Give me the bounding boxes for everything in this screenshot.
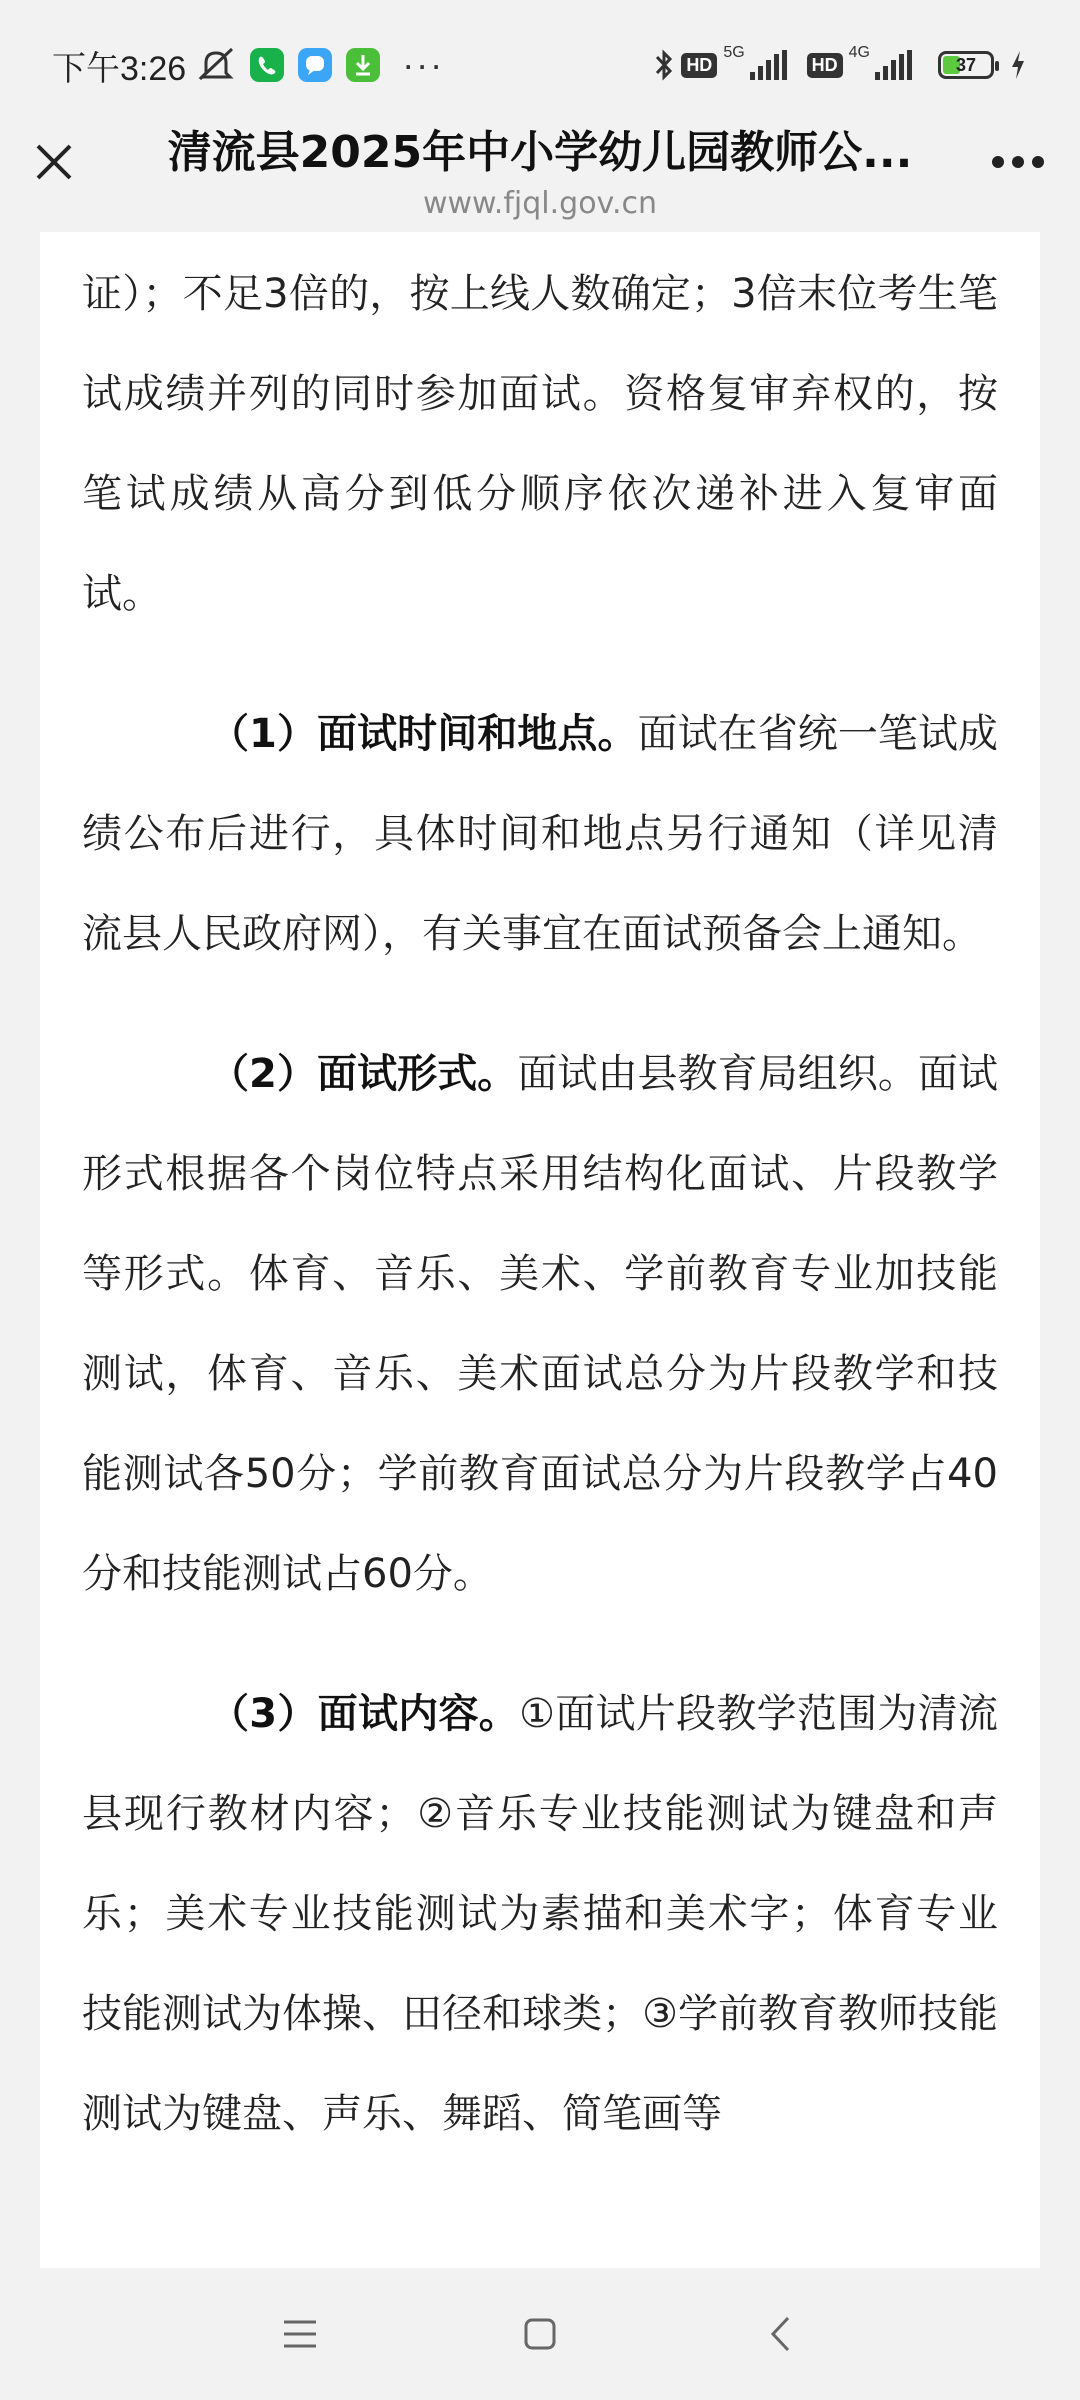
page-url: www.fjql.gov.cn: [422, 186, 658, 221]
page-title: 清流县2025年中小学幼儿园教师公...: [167, 127, 913, 178]
menu-button[interactable]: [255, 2289, 345, 2379]
paragraph-0-text: 证）；不足3倍的，按上线人数确定；3倍末位考生笔试成绩并列的同时参加面试。资格复审弃权的，按笔试成绩从高分到低分顺序依次递补进入复审面试。: [82, 271, 998, 617]
paragraph-0: [82, 232, 998, 644]
back-button[interactable]: [735, 2289, 825, 2379]
network-5g-label: 5G: [723, 44, 745, 61]
status-right: [653, 44, 1028, 82]
mute-icon: [196, 47, 236, 83]
paragraph-3-text: ①面试片段教学范围为清流县现行教材内容；②音乐专业技能测试为键盘和声乐；美术专业技能测试为素描和美术字；体育专业技能测试为体操、田径和球类；③学前教育教师技能测试为键盘、声乐、舞蹈、简笔画等: [82, 1691, 998, 2137]
close-button[interactable]: [22, 130, 86, 194]
more-notifications-icon: ···: [402, 44, 445, 85]
close-icon: [34, 142, 74, 182]
paragraph-1: [82, 684, 998, 984]
phone-app-icon: [250, 48, 284, 82]
battery-icon: [938, 51, 994, 79]
paragraph-2-text: 面试由县教育局组织。面试形式根据各个岗位特点采用结构化面试、片段教学等形式。体育、音乐、美术、学前教育专业加技能测试，体育、音乐、美术面试总分为片段教学和技能测试各50分；学前教育面试总分为片段教学占40分和技能测试占60分。: [82, 1051, 998, 1597]
bluetooth-icon: [653, 48, 675, 82]
charging-icon: [1008, 49, 1028, 81]
title-area: [140, 116, 940, 221]
article-content[interactable]: [40, 232, 1040, 2268]
system-nav-bar: [0, 2268, 1080, 2400]
browser-header: [0, 110, 1080, 232]
article-body: [82, 232, 998, 2204]
status-time: 下午3:26: [52, 49, 187, 88]
battery-level: 37: [955, 54, 977, 75]
hd-badge-1: HD: [681, 53, 717, 78]
download-app-icon: [346, 48, 380, 82]
paragraph-2: [82, 1024, 998, 1624]
home-icon: [522, 2316, 558, 2352]
back-icon: [768, 2315, 792, 2353]
paragraph-0-cut-line: [82, 232, 998, 244]
more-dots-icon: [991, 155, 1045, 169]
paragraph-3: [82, 1664, 998, 2164]
hd-badge-2: HD: [807, 53, 843, 78]
signal-5g-icon: [747, 50, 787, 80]
paragraph-3-heading: （3）面试内容。: [209, 1691, 520, 1737]
more-button[interactable]: [978, 130, 1058, 194]
signal-4g-icon: [872, 50, 912, 80]
chat-app-icon: [298, 48, 332, 82]
paragraph-2-heading: （2）面试形式。: [209, 1051, 518, 1097]
home-button[interactable]: [495, 2289, 585, 2379]
status-left: [52, 41, 444, 90]
network-4g-label: 4G: [848, 44, 870, 61]
menu-icon: [280, 2317, 320, 2351]
paragraph-1-heading: （1）面试时间和地点。: [209, 711, 638, 757]
paragraph-1-text: 面试在省统一笔试成绩公布后进行，具体时间和地点另行通知（详见清流县人民政府网），有关事宜在面试预备会上通知。: [82, 711, 999, 957]
